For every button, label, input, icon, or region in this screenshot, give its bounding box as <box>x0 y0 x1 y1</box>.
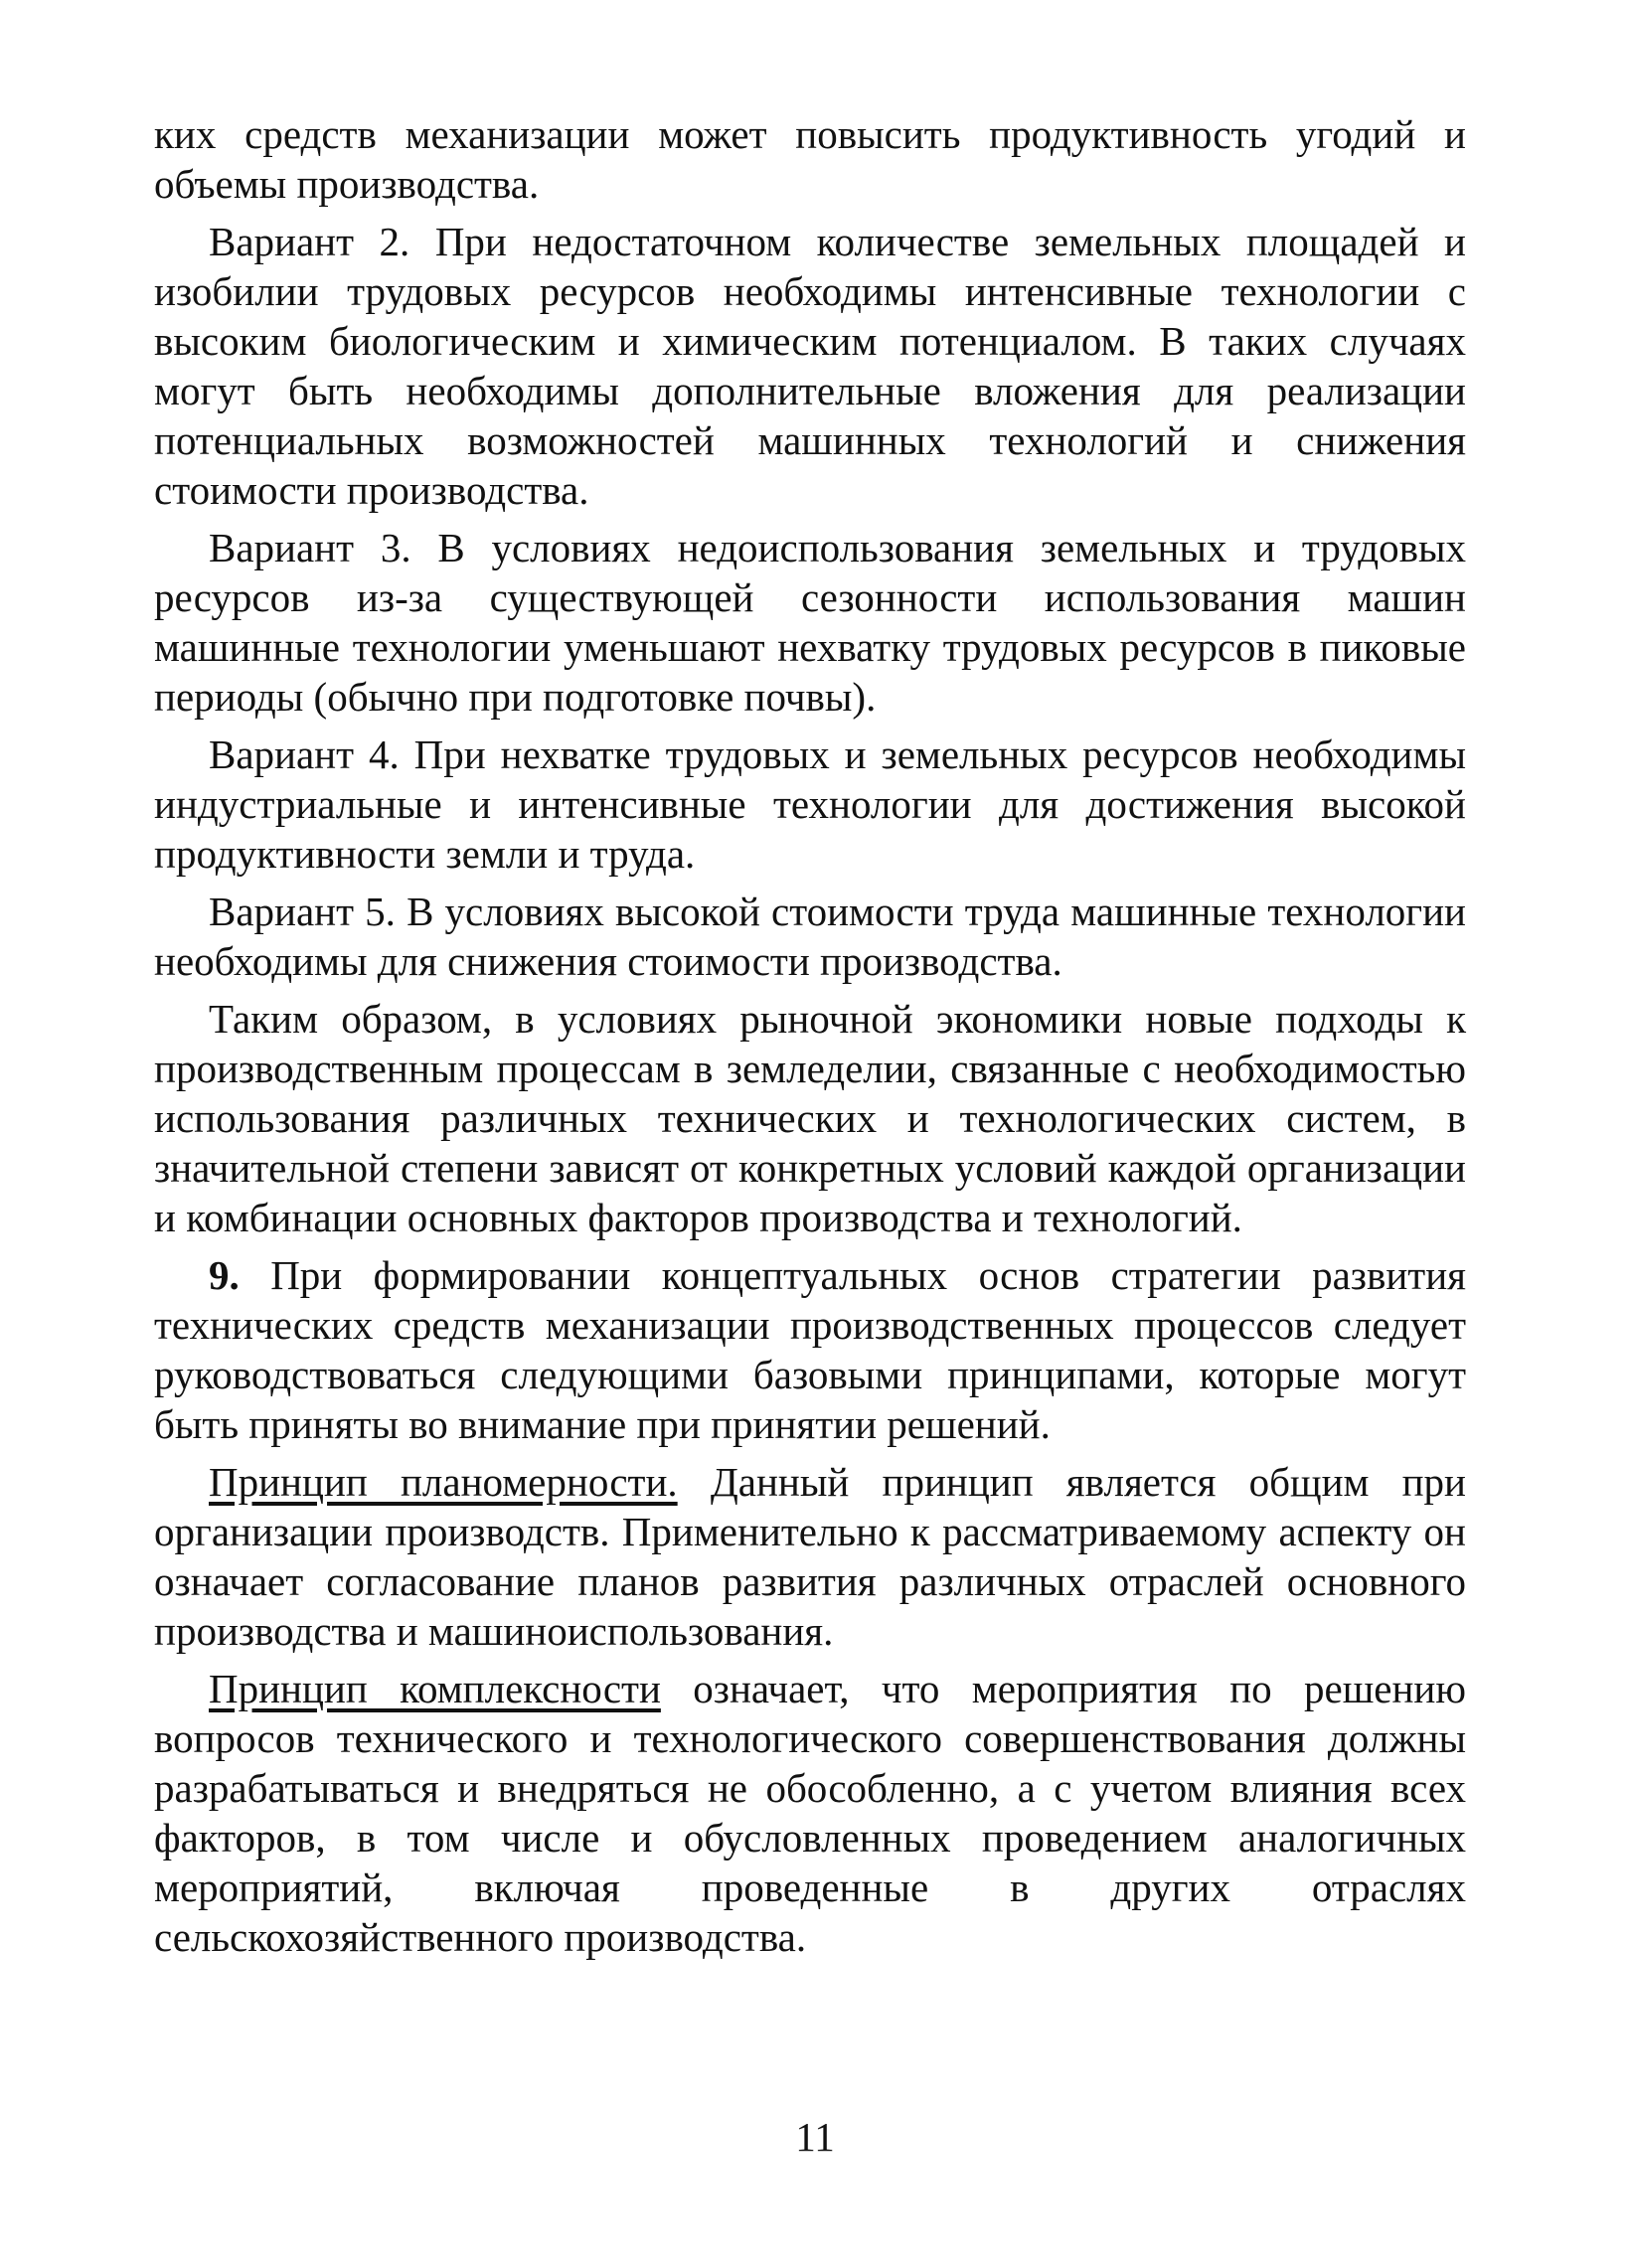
principle-planning-text: Данный принцип является общим при организации производств. Применительно к рассматриваемому аспекту он означает согласование планов развития различных отраслей основного производства и машиноиспользования. <box>154 1459 1466 1654</box>
paragraph-continuation: ких средств механизации может повысить продуктивность угодий и объемы производства. <box>154 111 1466 207</box>
paragraph-variant-2: Вариант 2. При недостаточном количестве земельных площадей и изобилии трудовых ресурсов необходимы интенсивные технологии с высоким биологическим и химическим потенциалом. В таких случаях могут быть необходимы дополнительные вложения для реализации потенциальных возможностей машинных технологий и снижения стоимости производства. <box>154 219 1466 513</box>
paragraph-variant-4: Вариант 4. При нехватке трудовых и земельных ресурсов необходимы индустриальные и интенсивные технологии для достижения высокой продуктивности земли и труда. <box>154 731 1466 877</box>
principle-planning-term: Принцип планомерности. <box>209 1459 678 1505</box>
paragraph-item-9 <box>154 1250 1466 1449</box>
item-9-text: При формировании концептуальных основ стратегии развития технических средств механизации производственных процессов следует руководствоваться следующими базовыми принципами, которые могут быть приняты во внимание при принятии решений. <box>154 1252 1466 1447</box>
page-number: 11 <box>795 2114 835 2160</box>
paragraph-variant-5: Вариант 5. В условиях высокой стоимости труда машинные технологии необходимы для снижения стоимости производства. <box>154 889 1466 984</box>
paragraph-principle-complexity <box>154 1664 1466 1962</box>
paragraph-variant-3: Вариант 3. В условиях недоиспользования земельных и трудовых ресурсов из-за существующей сезонности использования машин машинные технологии уменьшают нехватку трудовых ресурсов в пиковые периоды (обычно при подготовке почвы). <box>154 525 1466 720</box>
principle-complexity-term: Принцип комплексности <box>209 1666 661 1711</box>
page-body <box>154 109 1466 1964</box>
item-number: 9. <box>209 1252 240 1298</box>
paragraph-principle-planning <box>154 1457 1466 1656</box>
paragraph-conclusion: Таким образом, в условиях рыночной экономики новые подходы к производственным процессам в земледелии, связанные с необходимостью использования различных технических и технологических систем, в значительной степени зависят от конкретных условий каждой организации и комбинации основных факторов производства и технологий. <box>154 996 1466 1240</box>
principle-complexity-text: означает, что мероприятия по решению вопросов технического и технологического совершенствования должны разрабатываться и внедряться не обособленно, а с учетом влияния всех факторов, в том числе и обусловленных проведением аналогичных мероприятий, включая проведенные в других отраслях сельскохозяйственного производства. <box>154 1666 1466 1960</box>
